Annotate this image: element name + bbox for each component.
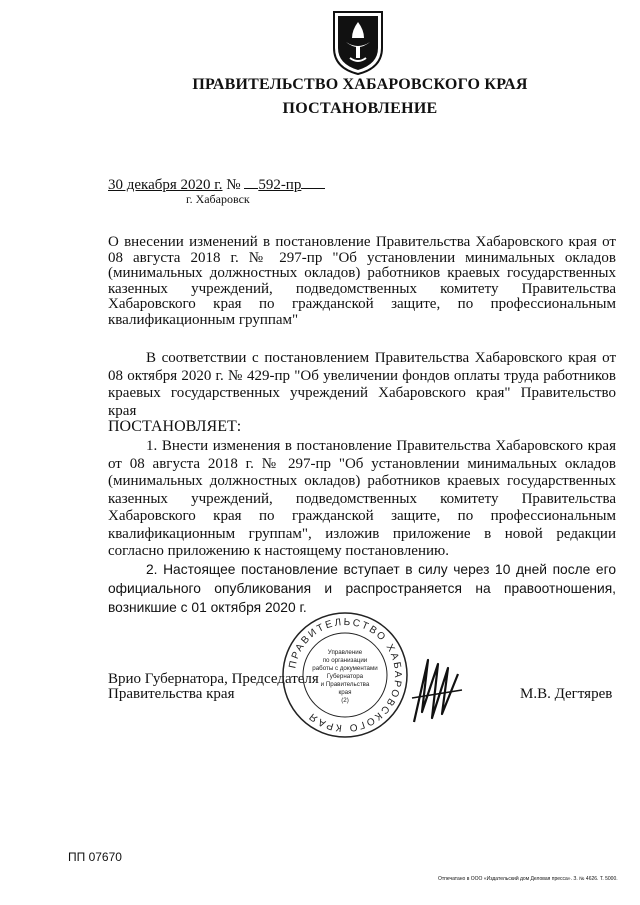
stamp-ring-text: ПРАВИТЕЛЬСТВО ХАБАРОВСКОГО КРАЯ [287,616,404,734]
intro-paragraph: В соответствии с постановлением Правительства Хабаровского края от 08 октября 2020 г. № 429-пр "Об увеличении фондов оплаты труда работников краевых государственных учреждений Хабаровского края" Правительство края [108,350,616,419]
coat-of-arms-icon [330,8,386,76]
stamp-center-line: края [338,689,352,696]
position-line-1: Врио Губернатора, Председателя [108,671,319,687]
stamp-center-line: Губернатора [326,673,364,680]
document-code: ПП 07670 [68,850,122,864]
date-number-line [108,174,325,194]
printer-note: Отпечатано в ООО «Издательский дом Деловая пресса». З. № 4626. Т. 5000. [438,876,618,882]
signatory-name: М.В. Дегтярев [520,686,613,702]
government-name: ПРАВИТЕЛЬСТВО ХАБАРОВСКОГО КРАЯ [192,76,528,93]
item-1: 1. Внести изменения в постановление Правительства Хабаровского края от 08 августа 2018 г. № 297-пр "Об установлении минимальных окладов (минимальных должностных окладов) работников краевых государственных казенных учреждений, подведомственных комитету Правительства Хабаровского края по гражданской защите, по профессиональным квалификационным группам", изложив приложение в новой редакции согласно приложению к настоящему постановлению. [108,438,616,559]
underline-fill [244,174,258,189]
decree-subject: О внесении изменений в постановление Правительства Хабаровского края от 08 августа 2018 г. № 297-пр "Об установлении минимальных окладов (минимальных должностных окладов) работников краевых государственных казенных учреждений, подведомственных комитету Правительства Хабаровского края по гражданской защите, по профессиональным квалификационным группам" [108,234,616,328]
stamp-center-line: Управление [327,649,363,656]
city: г. Хабаровск [186,192,250,206]
document-type: ПОСТАНОВЛЕНИЕ [282,100,438,117]
decree-date: 30 декабря 2020 г. [108,177,223,193]
stamp-center-line: работы с документами [312,665,378,672]
decree-number: 592-пр [258,177,302,193]
item-2: 2. Настоящее постановление вступает в силу через 10 дней после его официального опубликования и распространяется на правоотношения, возникшие с 01 октября 2020 г. [108,562,616,615]
position-line-2: Правительства края [108,686,235,702]
stamp-center-line: и Правительства [320,681,370,688]
stamp-center-line: (2) [341,697,349,704]
underline-fill [301,174,325,189]
handwritten-signature [408,652,466,730]
resolves-heading: ПОСТАНОВЛЯЕТ: [108,418,242,435]
number-sign: № [226,177,241,193]
stamp-center-line: по организации [322,657,368,664]
official-stamp [280,610,410,740]
